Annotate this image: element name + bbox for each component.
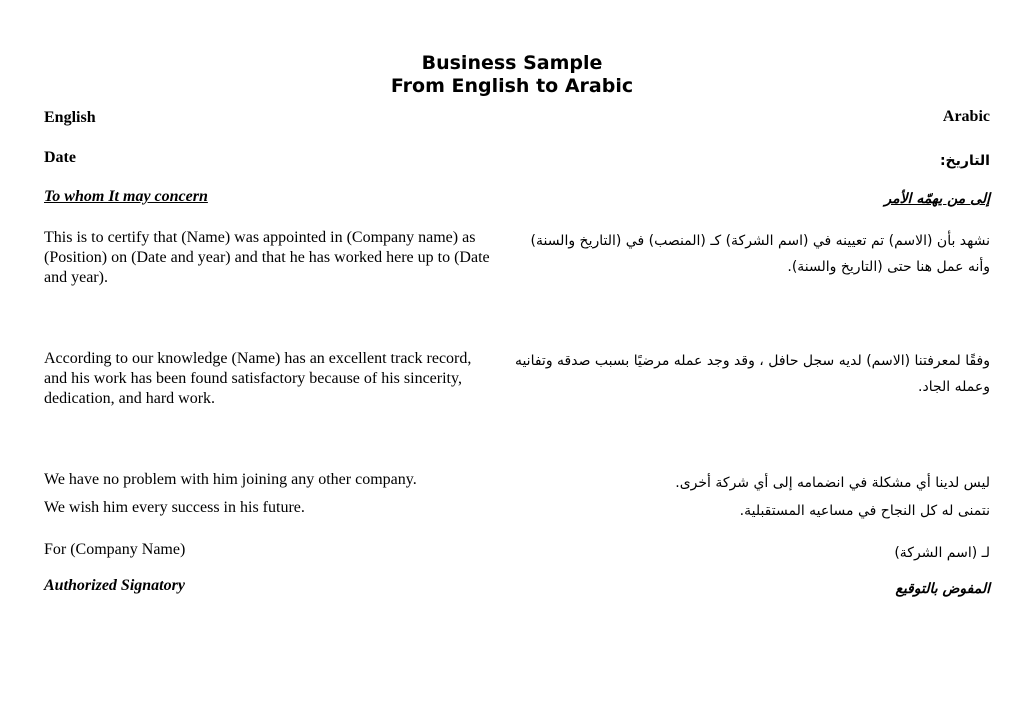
for-company-en: For (Company Name) [44, 541, 186, 558]
authorized-signatory-ar: المفوض بالتوقيع [895, 581, 990, 597]
salutation-ar: إلى من يهمّه الأمر [884, 191, 990, 207]
date-label-ar: التاريخ: [939, 153, 990, 169]
salutation-en: To whom It may concern [44, 188, 208, 205]
no-problem-line-en: We have no problem with him joining any other company. [44, 471, 417, 488]
wish-line-ar: نتمنى له كل النجاح في مساعيه المستقبلية. [739, 503, 990, 519]
paragraph-knowledge-en: According to our knowledge (Name) has an excellent track record, and his work has been found satisfactory because of his sincerity, dedication, and hard work. [44, 350, 472, 407]
document-title-line2: From English to Arabic [390, 75, 634, 97]
paragraph-certify-ar: نشهد بأن (الاسم) تم تعيينه في (اسم الشركة) كـ (المنصب) في (التاريخ والسنة) وأنه عمل هنا حتى (التاريخ والسنة). [530, 233, 990, 275]
no-problem-line-ar: ليس لدينا أي مشكلة في انضمامه إلى أي شركة أخرى. [675, 475, 990, 491]
document-title-line1: Business Sample [421, 52, 603, 74]
authorized-signatory-en: Authorized Signatory [44, 577, 185, 594]
arabic-column-header: Arabic [942, 108, 990, 125]
paragraph-certify-en: This is to certify that (Name) was appointed in (Company name) as (Position) on (Date and year) and that he has worked here up to (Date and year). [44, 229, 490, 286]
date-label-en: Date [44, 149, 76, 166]
wish-line-en: We wish him every success in his future. [44, 499, 305, 516]
english-column-header: English [44, 109, 96, 126]
for-company-ar: لـ (اسم الشركة) [894, 545, 990, 561]
paragraph-knowledge-ar: وفقًا لمعرفتنا (الاسم) لديه سجل حافل ، وقد وجد عمله مرضيًا بسبب صدقه وتفانيه وعمله الجاد. [514, 353, 990, 395]
